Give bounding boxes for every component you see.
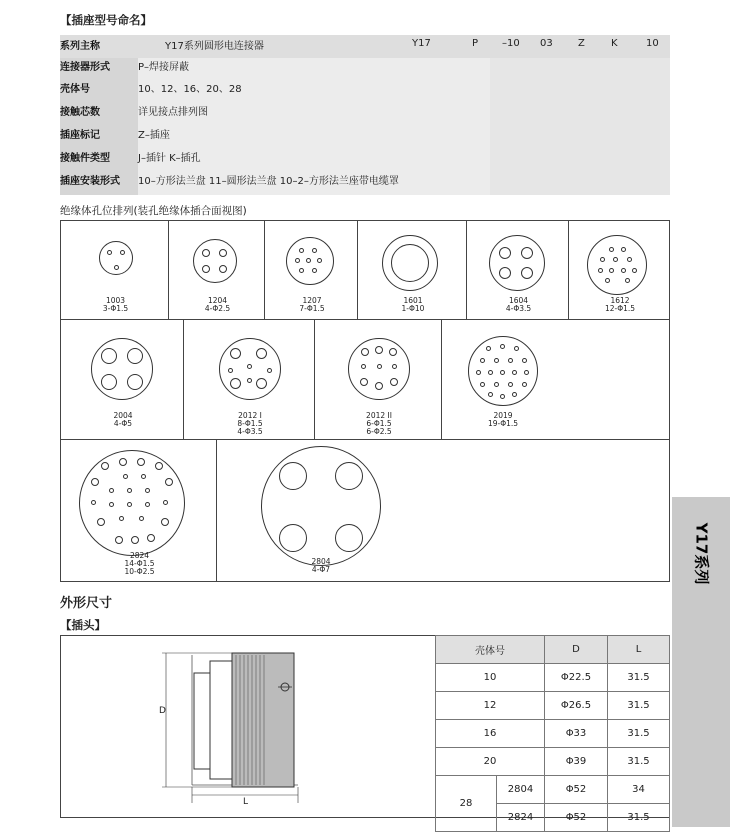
cell-shell-28: 28	[436, 776, 497, 832]
code-k: K	[611, 38, 618, 49]
cell-l: 34	[608, 776, 670, 804]
naming-row-label: 系列主称	[60, 41, 100, 52]
cell-d: Φ33	[545, 720, 608, 748]
spec-2804: 4-Φ7	[311, 565, 331, 574]
code-1604: 1604	[508, 296, 529, 305]
cell-l: 31.5	[608, 720, 670, 748]
spec-2012-ii: 6-Φ1.5 6-Φ2.5	[366, 419, 392, 436]
code-1601: 1601	[403, 296, 423, 305]
dim-l-label: L	[243, 797, 249, 807]
code-z: Z	[578, 38, 585, 49]
cell-shell: 16	[436, 720, 545, 748]
code-2004: 2004	[113, 411, 133, 420]
spec-2824: 14-Φ1.5 10-Φ2.5	[124, 559, 155, 576]
spec-1612: 12-Φ1.5	[604, 304, 636, 313]
code-p: P	[472, 38, 479, 49]
cell-d: Φ22.5	[545, 664, 608, 692]
layout-grid	[60, 220, 670, 582]
code-2012-ii: 2012 II	[366, 411, 392, 420]
cell-2012-ii	[314, 319, 442, 440]
cell-d: Φ52	[545, 804, 608, 832]
cell-1601	[357, 220, 467, 320]
spec-2004: 4-Φ5	[113, 419, 133, 428]
cell-1612	[568, 220, 670, 320]
naming-row-value: Z–插座	[138, 130, 170, 141]
side-tab-label: Y17系列	[692, 522, 711, 585]
code-layout: 03	[540, 38, 553, 49]
cell-l: 31.5	[608, 664, 670, 692]
spec-1204: 4-Φ2.5	[204, 304, 231, 313]
naming-row-value: P–焊接屏蔽	[138, 62, 190, 73]
naming-row-label: 接触芯数	[60, 107, 100, 118]
code-y17: Y17	[412, 38, 431, 49]
code-2012-i: 2012 I	[238, 411, 262, 420]
plug-drawing	[150, 645, 320, 810]
dimension-table	[435, 635, 670, 832]
code-2804: 2804	[311, 557, 331, 566]
cell-1204	[168, 220, 265, 320]
cell-sub: 2804	[497, 776, 545, 804]
spec-1601: 1-Φ10	[401, 304, 425, 313]
side-tab	[672, 497, 730, 827]
cell-d: Φ39	[545, 748, 608, 776]
cell-l: 31.5	[608, 748, 670, 776]
th-shell: 壳体号	[436, 636, 545, 664]
cell-l: 31.5	[608, 804, 670, 832]
code-shell: –10	[502, 38, 520, 49]
cell-2004	[60, 319, 184, 440]
naming-row-label: 接触件类型	[60, 153, 110, 164]
code-1612: 1612	[610, 296, 630, 305]
code-mount: 10	[646, 38, 659, 49]
naming-row-value: 10、12、16、20、28	[138, 84, 242, 95]
outline-title: 外形尺寸	[60, 596, 113, 611]
dim-d-label: D	[159, 706, 166, 716]
naming-row-label: 壳体号	[60, 84, 90, 95]
cell-shell: 10	[436, 664, 545, 692]
cell-d: Φ52	[545, 776, 608, 804]
cell-1003	[60, 220, 169, 320]
layout-title: 绝缘体孔位排列(装孔绝缘体插合面视图)	[60, 205, 247, 217]
naming-title: 【插座型号命名】	[60, 13, 152, 27]
code-2824: 2824	[129, 551, 150, 560]
cell-2012-i	[183, 319, 315, 440]
spec-1604: 4-Φ3.5	[505, 304, 532, 313]
cell-shell: 20	[436, 748, 545, 776]
th-l: L	[608, 636, 670, 664]
code-1204: 1204	[207, 296, 228, 305]
cell-sub: 2824	[497, 804, 545, 832]
cell-d: Φ26.5	[545, 692, 608, 720]
cell-shell: 12	[436, 692, 545, 720]
spec-2019: 19-Φ1.5	[487, 419, 519, 428]
spec-1003: 3-Φ1.5	[102, 304, 129, 313]
naming-row-label: 连接器形式	[60, 62, 110, 73]
cell-1207	[264, 220, 358, 320]
naming-row-value: 详见接点排列图	[138, 107, 208, 118]
code-1003: 1003	[105, 296, 126, 305]
naming-row-value: 10–方形法兰盘 11–圆形法兰盘 10–2–方形法兰座带电缆罩	[138, 176, 399, 187]
naming-row-value: Y17系列圆形电连接器	[165, 41, 264, 52]
code-2019: 2019	[493, 411, 513, 420]
naming-row-value: J–插针 K–插孔	[138, 153, 201, 164]
naming-row-label: 插座安装形式	[60, 176, 120, 187]
cell-2804	[216, 439, 670, 582]
cell-2019	[441, 319, 670, 440]
naming-row-label: 插座标记	[60, 130, 100, 141]
spec-2012-i: 8-Φ1.5 4-Φ3.5	[237, 419, 263, 436]
th-d: D	[545, 636, 608, 664]
cell-1604	[466, 220, 569, 320]
cell-2824	[60, 439, 217, 582]
cell-l: 31.5	[608, 692, 670, 720]
outline-subtitle: 【插头】	[60, 618, 106, 632]
spec-1207: 7-Φ1.5	[299, 304, 325, 313]
code-1207: 1207	[302, 296, 322, 305]
